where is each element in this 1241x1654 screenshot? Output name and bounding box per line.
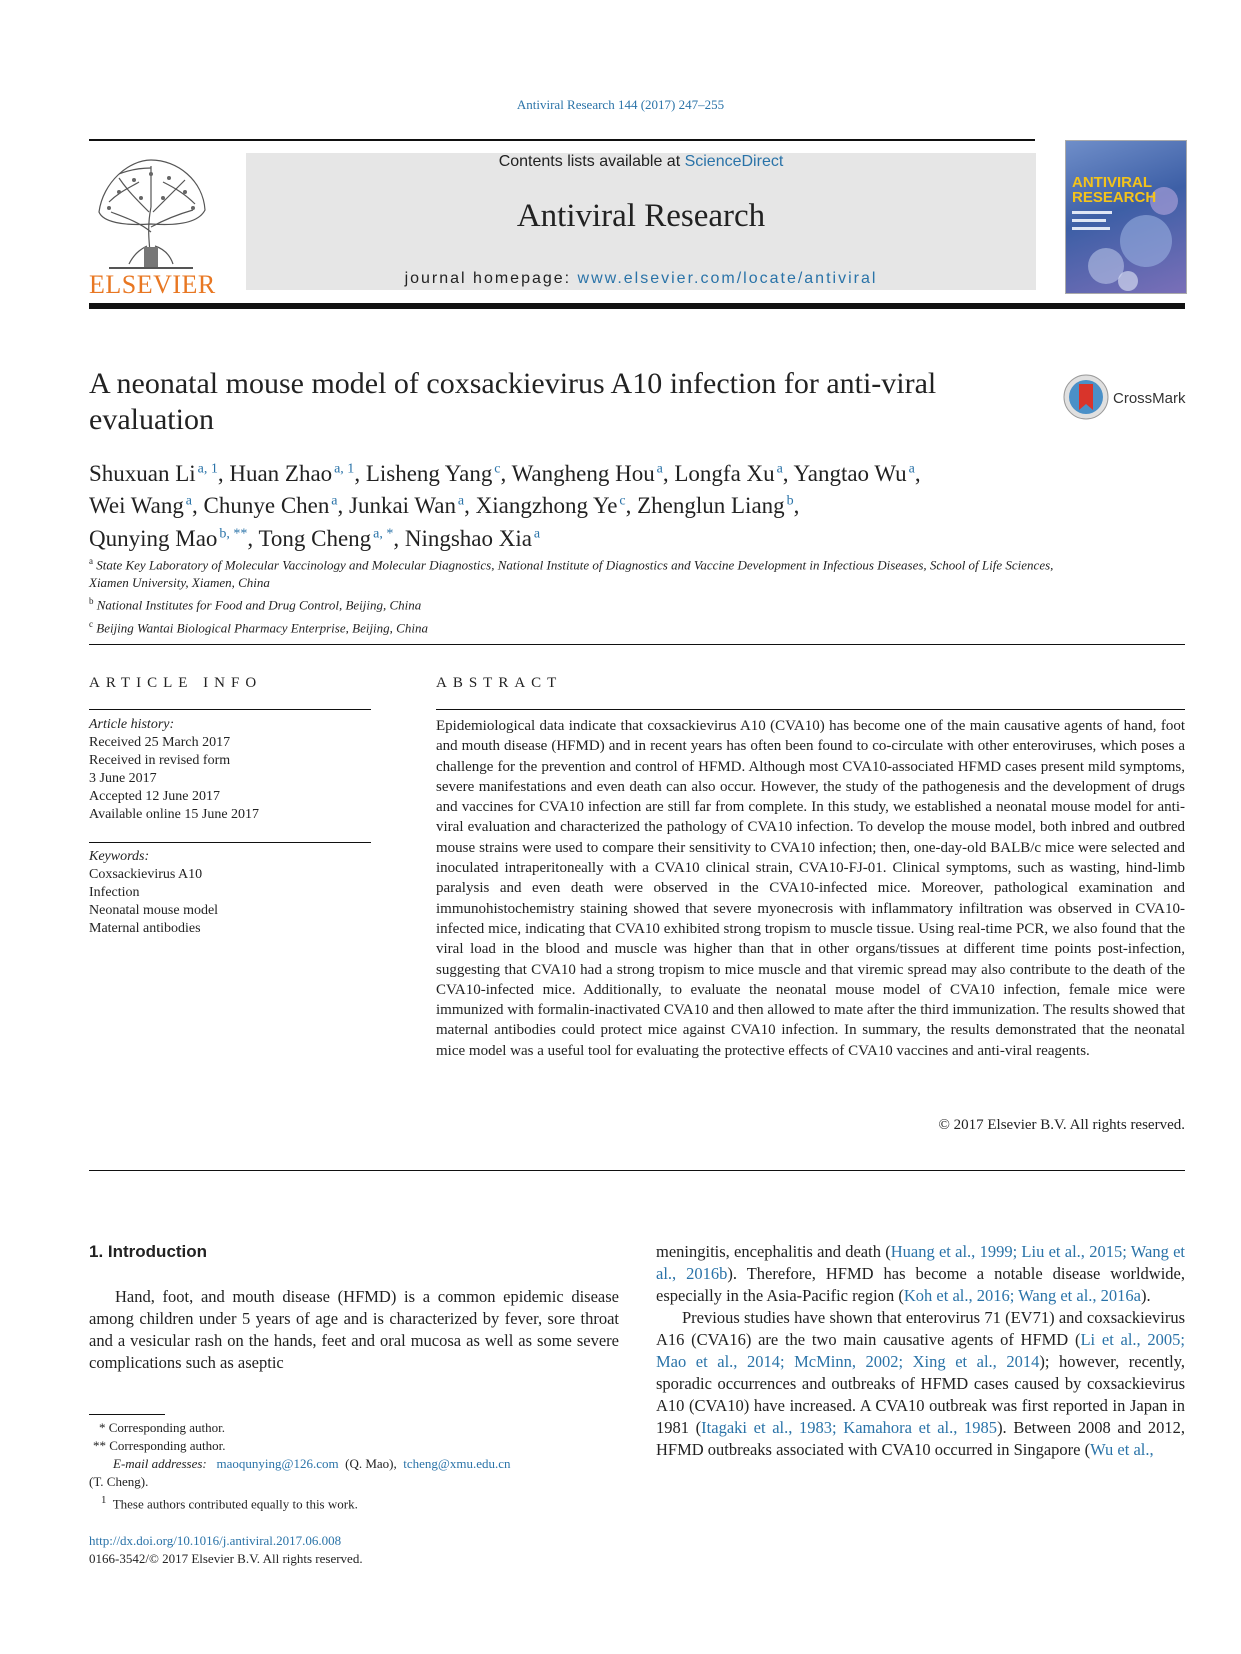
intro-paragraph: Hand, foot, and mouth disease (HFMD) is a common epidemic disease among children under 5 years of age and is characterized by fever, sore throat and a vesicular rash on the hands, feet and oral mucosa as well as some severe complications such as aseptic — [89, 1287, 619, 1372]
elsevier-wordmark: ELSEVIER — [89, 270, 216, 299]
issn-copyright: 0166-3542/© 2017 Elsevier B.V. All rights reserved. — [89, 1551, 363, 1566]
author[interactable]: Junkai Wan $^a$, — [349, 493, 476, 519]
introduction-heading: 1. Introduction — [89, 1242, 208, 1261]
email-link[interactable]: tcheng@xmu.edu.cn — [403, 1456, 511, 1471]
author[interactable]: Lisheng Yang $^c$, — [365, 460, 512, 486]
homepage-prefix: journal homepage: — [404, 270, 578, 287]
keyword: Infection — [89, 885, 140, 900]
author[interactable]: Qunying Mao $^{b, **}$, — [89, 525, 259, 551]
author[interactable]: Huan Zhao $^{a, 1}$, — [229, 460, 366, 486]
author[interactable]: Longfa Xu $^a$, — [674, 460, 794, 486]
article-info-rule — [89, 709, 371, 710]
journal-cover-thumbnail[interactable] — [1065, 140, 1187, 294]
section-divider-rule — [89, 1170, 1185, 1171]
cover-title-line2: RESEARCH — [1072, 189, 1157, 206]
keyword: Coxsackievirus A10 — [89, 867, 203, 882]
author-affil-mark[interactable]: a — [776, 461, 783, 476]
affiliation: $^a$ State Key Laboratory of Molecular Vaccinology and Molecular Diagnostics, National Institute of Diagnostics and Vaccine Development in Infectious Diseases, School of Life Sciences, Xiamen University, Xiamen, China — [89, 556, 1054, 591]
author[interactable]: Shuxuan Li $^{a, 1}$, — [89, 460, 230, 486]
contents-prefix: Contents lists available at — [498, 153, 685, 170]
article-title: A neonatal mouse model of coxsackievirus A10 infection for anti-viral evaluation — [89, 367, 937, 436]
citation-link[interactable]: Wu et al., — [1090, 1440, 1154, 1459]
history-item: 3 June 2017 — [89, 771, 157, 786]
author[interactable]: Wei Wang $^a$, — [89, 493, 204, 519]
journal-citation[interactable]: Antiviral Research 144 (2017) 247–255 — [516, 97, 725, 112]
crossmark-label[interactable]: CrossMark — [1113, 390, 1186, 407]
sciencedirect-link[interactable]: ScienceDirect — [684, 153, 784, 170]
affiliation: $^c$ Beijing Wantai Biological Pharmacy Enterprise, Beijing, China — [89, 618, 428, 635]
footnote-emails — [89, 1455, 619, 1473]
doi-link[interactable]: http://dx.doi.org/10.1016/j.antiviral.2017.06.008 — [89, 1533, 342, 1548]
email-owner: (Q. Mao), — [345, 1456, 397, 1471]
crossmark-icon[interactable] — [1063, 374, 1109, 420]
body-paragraph: Previous studies have shown that enterovirus 71 (EV71) and coxsackievirus A16 (CVA16) are the two main causative agents of HFMD (Li et al., 2005; Mao et al., 2014; McMinn, 2002; Xing et al., 2014); however, recently, sporadic occurrences and outbreaks of HFMD cases caused by coxsackievirus A10 (CVA10) have increased. A CVA10 outbreak was first reported in Japan in 1981 (Itagaki et al., 1983; Kamahora et al., 1985). Between 2008 and 2012, HFMD outbreaks associated with CVA10 occurred in Singapore (Wu et al., — [656, 1308, 1186, 1459]
author-affil-mark[interactable]: b — [786, 493, 794, 509]
author-affil-mark[interactable]: c — [619, 493, 626, 509]
cover-title-line1: ANTIVIRAL — [1072, 174, 1152, 191]
author-affil-mark[interactable]: a — [185, 493, 193, 509]
keywords — [89, 848, 371, 938]
journal-title: Antiviral Research — [516, 198, 766, 234]
header-thick-rule — [89, 303, 1185, 309]
homepage-link[interactable]: www.elsevier.com/locate/antiviral — [577, 270, 878, 287]
citation-link[interactable]: Itagaki et al., 1983; Kamahora et al., 1985 — [701, 1418, 998, 1437]
author-affil-mark[interactable]: a, * — [373, 526, 394, 542]
citation-link[interactable]: Li et al., 2005; Mao et al., 2014; McMinn, 2002; Xing et al., 2014 — [656, 1330, 1185, 1371]
author[interactable]: Ningshao Xia $^a$ — [404, 525, 541, 551]
abstract-text: Epidemiological data indicate that coxsackievirus A10 (CVA10) has become one of the main causative agents of hand, foot and mouth disease (HFMD) and in recent years has often been found to co-circulate with other enteroviruses, which poses a challenge for the prevention and control of HFMD. Although most CVA10-associated HFMD cases present mild symptoms, severe manifestations and even death can also occur. However, the study of the pathogenesis and the development of drugs and vaccines for CVA10 infection are still far from complete. In this study, we established a neonatal mouse model for anti-viral evaluation and characterized the pathology of CVA10 infection. To develop the mouse model, both inbred and outbred mouse strains were used to compare their sensitivity to CVA10 infection; then, one-day-old BALB/c mice were selected and inoculated intraperitoneally with a CVA10 clinical strain, CVA10-FJ-01. Clinical symptoms, such as wasting, hind-limb paralysis and even death were observed in the CVA10-infected mice. Moreover, pathological examination and immunohistochemistry staining showed that severe myonecrosis with inflammatory infiltration was observed in CVA10-infected mice, indicating that CVA10 exhibited strong tropism to muscle tissue. Using real-time PCR, we also found that the viral load in the blood and muscle was higher than that in other organs/tissues at different time points post-infection, suggesting that CVA10 had a strong tropism to mice muscle and that viremic spread may also contribute to the death of the CVA10-infected mice. Additionally, to evaluate the neonatal mouse model of CVA10 infection, female mice were immunized with formalin-inactivated CVA10 and then allowed to mate after the third immunization. The results showed that maternal antibodies could protect mice against CVA10 infection. In summary, the results demonstrated that the neonatal mice model was a useful tool for evaluating the protective effects of CVA10 vaccines and anti-viral reagents. — [436, 718, 1185, 1059]
author-affil-mark[interactable]: a, 1 — [197, 461, 218, 476]
footnote-corresponding: * Corresponding author. — [99, 1420, 226, 1435]
author-affil-mark[interactable]: a — [656, 461, 663, 476]
abstract-heading: ABSTRACT — [436, 675, 563, 691]
author-affil-mark[interactable]: b, ** — [219, 526, 248, 542]
author-list — [89, 455, 1089, 553]
author[interactable]: Yangtao Wu $^a$, — [793, 460, 921, 486]
cover-title — [1072, 175, 1156, 205]
author[interactable]: Zhenglun Liang $^b$, — [637, 493, 800, 519]
footnotes — [89, 1419, 619, 1513]
history-item: Received 25 March 2017 — [89, 735, 231, 750]
homepage-line — [246, 270, 1036, 288]
email-label: E-mail addresses: — [113, 1456, 207, 1471]
cover-art-icon — [1066, 141, 1186, 293]
affiliations — [89, 552, 1089, 637]
history-item: Accepted 12 June 2017 — [89, 789, 221, 804]
contents-line — [246, 153, 1036, 171]
author-affil-mark[interactable]: a — [533, 526, 541, 542]
email-link[interactable]: maoqunying@126.com — [216, 1456, 339, 1471]
author-affil-mark[interactable]: a — [457, 493, 465, 509]
author-affil-mark[interactable]: a, 1 — [334, 461, 355, 476]
doi-block — [89, 1532, 363, 1568]
footnote-rule — [89, 1414, 165, 1415]
author[interactable]: Tong Cheng $^{a, *}$, — [258, 525, 405, 551]
footnote-corresponding: ** Corresponding author. — [93, 1438, 226, 1453]
author[interactable]: Chunye Chen $^a$, — [203, 493, 350, 519]
history-label: Article history: — [89, 717, 175, 732]
header-top-rule — [89, 139, 1035, 141]
footnote-equal-contribution: $^1$ These authors contributed equally to this work. — [101, 1494, 358, 1512]
history-item: Available online 15 June 2017 — [89, 807, 260, 822]
body-left-column — [89, 1286, 619, 1374]
abstract-copyright: © 2017 Elsevier B.V. All rights reserved. — [938, 1117, 1185, 1133]
citation-link[interactable]: Koh et al., 2016; Wang et al., 2016a — [903, 1286, 1141, 1305]
abstract-rule — [436, 709, 1185, 710]
citation-link[interactable]: Huang et al., 1999; Liu et al., 2015; Wang et al., 2016b — [656, 1242, 1185, 1283]
email-owner: (T. Cheng). — [89, 1474, 149, 1489]
keywords-rule — [89, 842, 371, 843]
affiliation-rule — [89, 644, 1185, 645]
author-affil-mark[interactable]: a — [908, 461, 915, 476]
keywords-label: Keywords: — [89, 849, 150, 864]
article-info-heading: ARTICLE INFO — [89, 675, 263, 691]
author-affil-mark[interactable]: a — [331, 493, 338, 509]
keyword: Neonatal mouse model — [89, 903, 219, 918]
author[interactable]: Xiangzhong Ye $^c$, — [475, 493, 638, 519]
body-right-column — [656, 1241, 1185, 1461]
history-item: Received in revised form — [89, 753, 231, 768]
keyword: Maternal antibodies — [89, 921, 201, 936]
body-paragraph: meningitis, encephalitis and death (Huang et al., 1999; Liu et al., 2015; Wang et al., 2016b). Therefore, HFMD has become a notable disease worldwide, especially in the Asia-Pacific region (Koh et al., 2016; Wang et al., 2016a). — [656, 1242, 1185, 1305]
author[interactable]: Wangheng Hou $^a$, — [511, 460, 675, 486]
author-affil-mark[interactable]: c — [494, 461, 501, 476]
affiliation: $^b$ National Institutes for Food and Drug Control, Beijing, China — [89, 596, 422, 613]
article-history — [89, 716, 371, 824]
